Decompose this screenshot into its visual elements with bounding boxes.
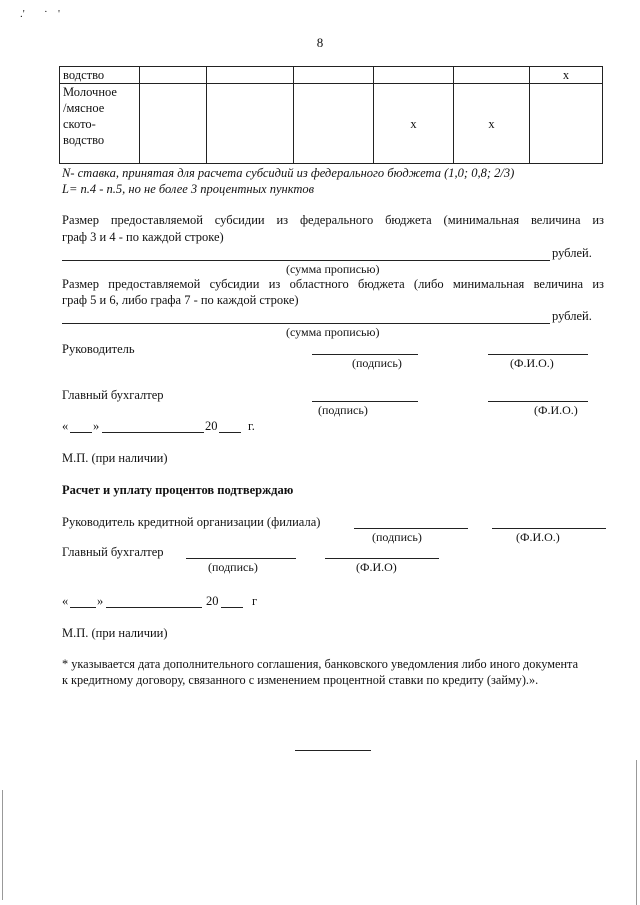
- regional-currency: рублей.: [552, 309, 592, 323]
- federal-line-2: граф 3 и 4 - по каждой строке): [62, 230, 224, 244]
- date-year-prefix: 20: [205, 419, 218, 433]
- bank-accountant-sign-caption: (подпись): [208, 560, 258, 574]
- table-cell: х: [454, 84, 530, 164]
- bank-date-suffix: г: [252, 594, 258, 608]
- table-cell: [207, 84, 294, 164]
- bank-head-name-caption: (Ф.И.О.): [516, 530, 560, 544]
- table-cell: [140, 84, 207, 164]
- regional-line-1: Размер предоставляемой субсидии из областного бюджета (либо минимальная величина из: [62, 277, 604, 291]
- note-l: L= п.4 - п.5, но не более 3 процентных пунктов: [62, 182, 315, 196]
- head-sign-caption: (подпись): [352, 356, 402, 370]
- accountant-sign-caption: (подпись): [318, 403, 368, 417]
- head-label: Руководитель: [62, 342, 135, 356]
- end-rule: [295, 750, 371, 751]
- head-sign-line: [312, 354, 418, 355]
- bank-accountant-name-caption: (Ф.И.О): [356, 560, 397, 574]
- bank-date-month-line: [106, 607, 202, 608]
- bank-date-year-line: [221, 607, 243, 608]
- table-cell: [374, 67, 454, 84]
- table-cell: х: [374, 84, 454, 164]
- cell-line: ското-: [63, 117, 96, 131]
- table-cell: [140, 67, 207, 84]
- bank-date-close-quote: »: [97, 594, 104, 608]
- bank-date-open-quote: «: [62, 594, 69, 608]
- subsidy-table: [59, 66, 603, 164]
- federal-currency: рублей.: [552, 246, 592, 260]
- cell-line: /мясное: [63, 101, 105, 115]
- table-cell: [530, 84, 603, 164]
- cell-line: водство: [63, 133, 105, 147]
- date-close-quote: »: [93, 419, 100, 433]
- scan-edge-right: [636, 760, 637, 905]
- table-cell: [294, 84, 374, 164]
- date-open-quote: «: [62, 419, 69, 433]
- accountant-name-caption: (Ф.И.О.): [534, 403, 578, 417]
- bank-accountant-name-line: [325, 558, 439, 559]
- table-cell: [454, 67, 530, 84]
- table-cell: водство: [60, 67, 140, 84]
- head-name-caption: (Ф.И.О.): [510, 356, 554, 370]
- bank-head-label: Руководитель кредитной организации (филиала): [62, 515, 321, 529]
- scan-mark: .': [20, 8, 25, 20]
- bank-accountant-sign-line: [186, 558, 296, 559]
- note-n: N- ставка, принятая для расчета субсидий из федерального бюджета (1,0; 0,8; 2/3): [62, 166, 515, 180]
- bank-head-sign-line: [354, 528, 468, 529]
- scan-mark: ·: [44, 6, 48, 18]
- date-suffix: г.: [248, 419, 255, 433]
- date-year-line: [219, 432, 241, 433]
- bank-head-name-line: [492, 528, 606, 529]
- table-row: [60, 84, 603, 164]
- footnote-line-2: к кредитному договору, связанного с изменением процентной ставки по кредиту (займу).».: [62, 673, 539, 687]
- bank-date-year-prefix: 20: [206, 594, 219, 608]
- accountant-label: Главный бухгалтер: [62, 388, 164, 402]
- federal-line-1: Размер предоставляемой субсидии из федерального бюджета (минимальная величина из: [62, 213, 604, 227]
- footnote-line-1: * указывается дата дополнительного соглашения, банковского уведомления либо иного документа: [62, 657, 579, 671]
- scan-edge-left: [2, 790, 3, 900]
- bank-head-sign-caption: (подпись): [372, 530, 422, 544]
- federal-amount-line: [62, 260, 550, 261]
- federal-caption: (сумма прописью): [286, 262, 380, 276]
- table-cell: [207, 67, 294, 84]
- table-cell: [294, 67, 374, 84]
- accountant-sign-line: [312, 401, 418, 402]
- table-cell: х: [530, 67, 603, 84]
- regional-line-2: граф 5 и 6, либо графа 7 - по каждой строке): [62, 293, 299, 307]
- date-day-line: [70, 432, 92, 433]
- head-name-line: [488, 354, 588, 355]
- bank-accountant-label: Главный бухгалтер: [62, 545, 164, 559]
- page-number: 8: [316, 35, 324, 50]
- regional-amount-line: [62, 323, 550, 324]
- cell-line: Молочное: [63, 85, 117, 99]
- accountant-name-line: [488, 401, 588, 402]
- regional-caption: (сумма прописью): [286, 325, 380, 339]
- date-month-line: [102, 432, 204, 433]
- bank-date-day-line: [70, 607, 96, 608]
- scan-mark: ': [58, 8, 60, 20]
- stamp-note: М.П. (при наличии): [62, 451, 168, 465]
- bank-stamp-note: М.П. (при наличии): [62, 626, 168, 640]
- table-row: [60, 67, 603, 84]
- table-cell: [60, 84, 140, 164]
- bank-heading: Расчет и уплату процентов подтверждаю: [62, 483, 294, 497]
